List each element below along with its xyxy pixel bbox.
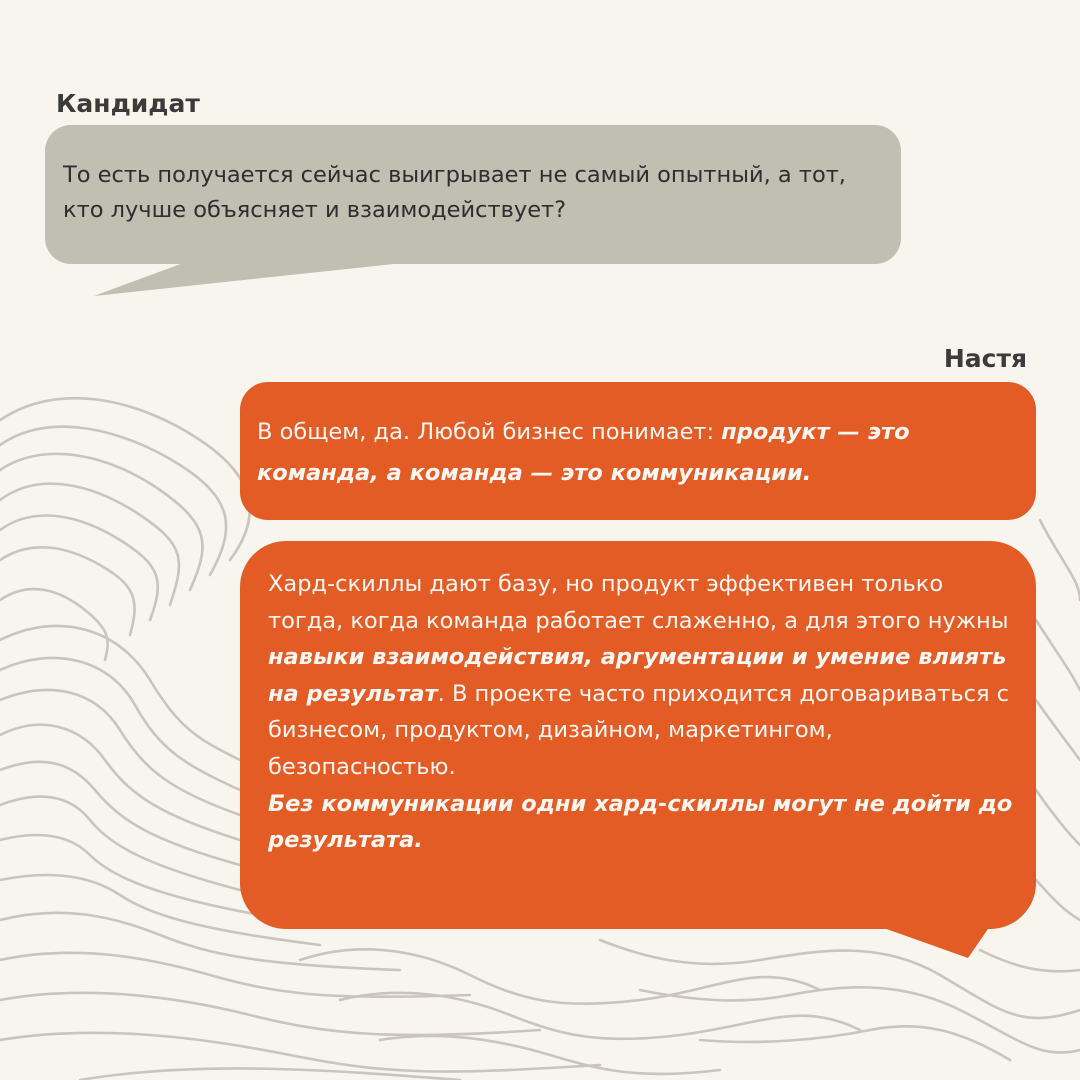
answer-2-text-intro: Хард-скиллы дают базу, но продукт эффективен только тогда, когда команда работает слаженно, а для этого нужны xyxy=(268,571,1009,634)
answer-1-emphasis: продукт — это команда, а команда — это коммуникации. xyxy=(257,419,910,486)
answer-message-bubble-2 xyxy=(240,541,1036,929)
answer-2-emphasis-conclusion: Без коммуникации одни хард-скиллы могут не дойти до результата. xyxy=(268,790,1013,854)
answer-2-text-middle: . В проекте часто приходится договариваться с бизнесом, продуктом, дизайном, маркетингом, безопасностью. xyxy=(268,680,1010,780)
speaker-name-nastya: Настя xyxy=(943,344,1027,373)
candidate-message-text: То есть получается сейчас выигрывает не самый опытный, а тот, кто лучше объясняет и взаимодействует? xyxy=(63,162,846,223)
answer-2-emphasis-skills: навыки взаимодействия, аргументации и умение влиять на результат xyxy=(268,644,1007,707)
candidate-message-bubble xyxy=(45,125,901,264)
answer-1-text: В общем, да. Любой бизнес понимает: xyxy=(257,419,722,445)
answer-message-bubble-1 xyxy=(240,382,1036,520)
speaker-name-candidate: Кандидат xyxy=(56,89,200,118)
